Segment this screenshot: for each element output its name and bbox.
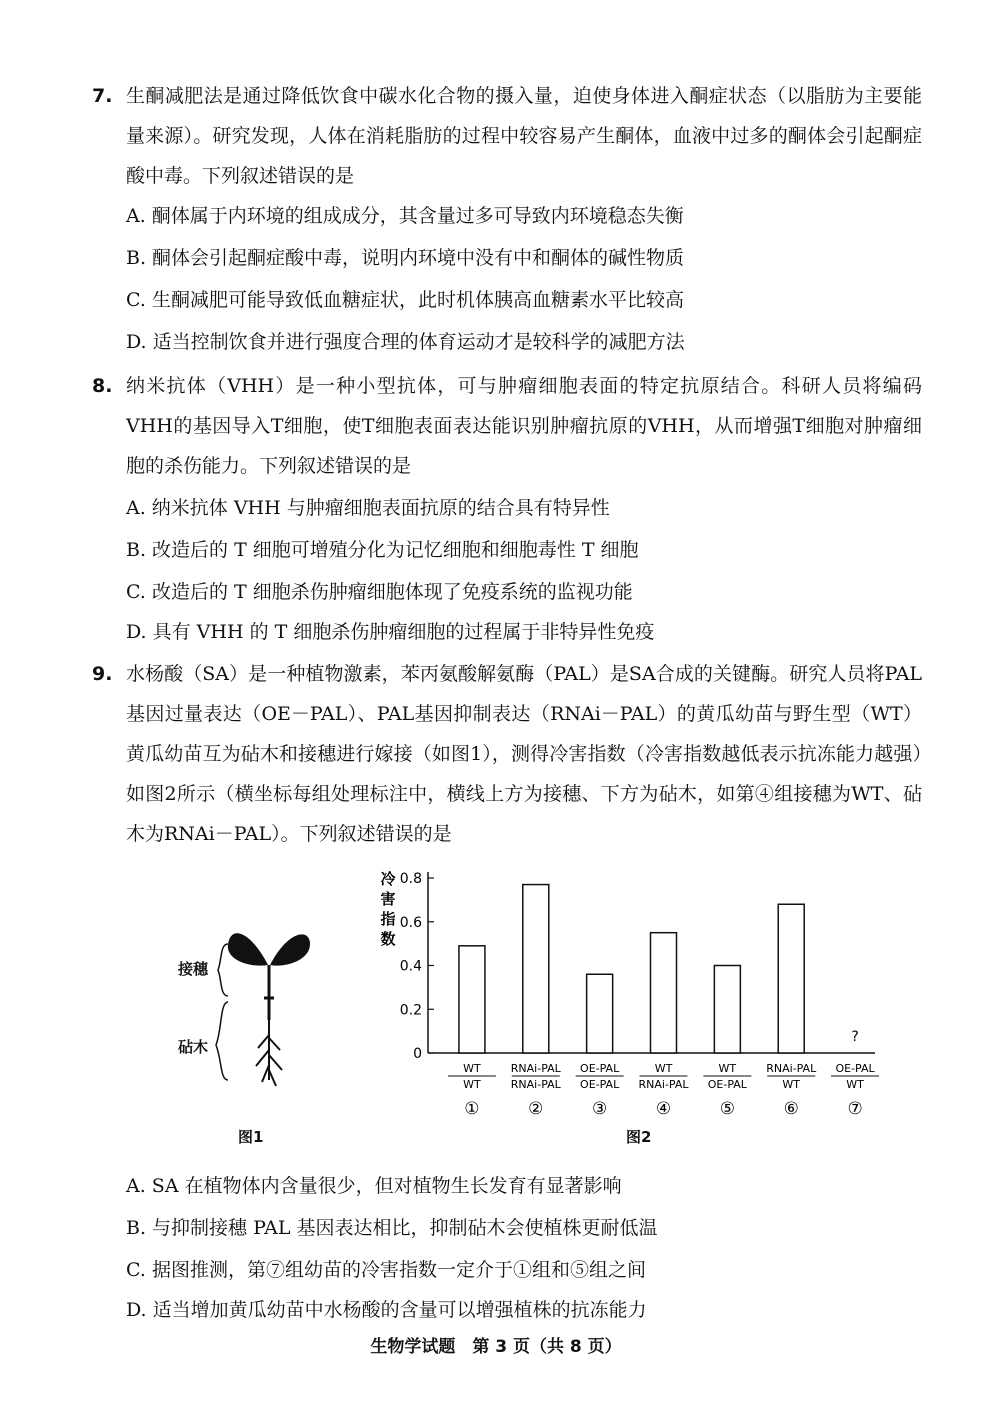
- rootstock-label: 砧木: [178, 1038, 209, 1056]
- y-axis-label-char: 冷: [380, 870, 396, 888]
- unknown-marker: ?: [851, 1029, 859, 1045]
- x-label-scion: OE-PAL: [835, 1062, 875, 1075]
- question-stem: 纳米抗体（VHH）是一种小型抗体，可与肿瘤细胞表面的特定抗原结合。科研人员将编码VHH的基因导入T细胞，使T细胞表面表达能识别肿瘤抗原的VHH，从而增强T细胞对肿瘤细胞的杀伤能力。下列叙述错误的是: [126, 375, 922, 477]
- figure-2-chart: [370, 860, 890, 1130]
- x-label-scion: OE-PAL: [580, 1062, 620, 1075]
- option-b: B. 改造后的 T 细胞可增殖分化为记忆细胞和细胞毒性 T 细胞: [126, 539, 639, 561]
- option-a: A. SA 在植物体内含量很少，但对植物生长发育有显著影响: [126, 1175, 622, 1197]
- y-axis-label-char: 害: [380, 890, 396, 908]
- question-number: 7.: [92, 85, 113, 107]
- question-8: [92, 366, 922, 486]
- question-7: [92, 76, 922, 196]
- y-tick-label: 0: [413, 1046, 422, 1062]
- option-a: A. 纳米抗体 VHH 与肿瘤细胞表面抗原的结合具有特异性: [126, 497, 610, 519]
- question-stem: 生酮减肥法是通过降低饮食中碳水化合物的摄入量，迫使身体进入酮症状态（以脂肪为主要能量来源）。研究发现，人体在消耗脂肪的过程中较容易产生酮体，血液中过多的酮体会引起酮症酸中毒。下列叙述错误的是: [126, 85, 922, 187]
- x-label-rootstock: RNAi-PAL: [638, 1078, 689, 1091]
- option-b: B. 酮体会引起酮症酸中毒，说明内环境中没有中和酮体的碱性物质: [126, 247, 685, 269]
- x-label-index: ⑤: [719, 1099, 735, 1119]
- option-c: C. 生酮减肥可能导致低血糖症状，此时机体胰高血糖素水平比较高: [126, 289, 684, 311]
- scion-label: 接穗: [178, 960, 209, 978]
- figure-2-caption: 图2: [626, 1128, 652, 1146]
- scion-brace: [218, 944, 228, 996]
- option-c: C. 改造后的 T 细胞杀伤肿瘤细胞体现了免疫系统的监视功能: [126, 581, 633, 603]
- page-footer: 生物学试题 第 3 页（共 8 页）: [370, 1337, 622, 1357]
- y-tick-label: 0.4: [399, 958, 422, 975]
- option-c: C. 据图推测，第⑦组幼苗的冷害指数一定介于①组和⑤组之间: [126, 1259, 646, 1281]
- right-cotyledon: [270, 934, 310, 965]
- x-label-rootstock: WT: [782, 1078, 801, 1091]
- roots: [256, 1020, 282, 1086]
- x-label-rootstock: WT: [463, 1078, 481, 1091]
- x-label-rootstock: RNAi-PAL: [510, 1078, 561, 1091]
- y-tick-label: 0.8: [399, 871, 422, 887]
- left-cotyledon: [228, 933, 268, 965]
- option-b: B. 与抑制接穗 PAL 基因表达相比，抑制砧木会使植株更耐低温: [126, 1217, 658, 1239]
- question-number: 8.: [92, 375, 113, 397]
- figure-1-seedling: [170, 920, 320, 1100]
- option-d: D. 适当控制饮食并进行强度合理的体育运动才是较科学的减肥方法: [126, 331, 685, 353]
- x-label-scion: RNAi-PAL: [766, 1062, 817, 1075]
- question-9: [92, 654, 922, 854]
- x-label-scion: WT: [654, 1062, 673, 1075]
- option-d: D. 具有 VHH 的 T 细胞杀伤肿瘤细胞的过程属于非特异性免疫: [126, 621, 655, 643]
- x-label-rootstock: OE-PAL: [580, 1078, 620, 1091]
- option-d: D. 适当增加黄瓜幼苗中水杨酸的含量可以增强植株的抗冻能力: [126, 1299, 647, 1321]
- option-a: A. 酮体属于内环境的组成成分，其含量过多可导致内环境稳态失衡: [126, 205, 684, 227]
- x-label-scion: RNAi-PAL: [510, 1062, 561, 1075]
- bar: [459, 946, 485, 1053]
- x-label-scion: WT: [718, 1062, 737, 1075]
- y-axis-label-char: 指: [380, 910, 396, 928]
- x-label-index: ③: [592, 1099, 608, 1119]
- x-label-index: ⑦: [847, 1099, 863, 1119]
- x-label-scion: WT: [463, 1062, 481, 1075]
- question-number: 9.: [92, 663, 113, 685]
- rootstock-brace: [216, 1002, 228, 1080]
- y-axis-label-char: 数: [380, 930, 396, 948]
- bar: [651, 933, 677, 1053]
- question-stem: 水杨酸（SA）是一种植物激素，苯丙氨酸解氨酶（PAL）是SA合成的关键酶。研究人员将PAL基因过量表达（OE－PAL）、PAL基因抑制表达（RNAi－PAL）的黄瓜幼苗与野生型（WT）黄瓜幼苗互为砧木和接穗进行嫁接（如图1），测得冷害指数（冷害指数越低表示抗冻能力越强）如图2所示（横坐标每组处理标注中，横线上方为接穗、下方为砧木，如第④组接穗为WT、砧木为RNAi－PAL）。下列叙述错误的是: [126, 663, 922, 845]
- x-label-rootstock: WT: [846, 1078, 864, 1091]
- figure-1-caption: 图1: [238, 1128, 264, 1146]
- x-label-index: ②: [528, 1099, 544, 1119]
- x-label-rootstock: OE-PAL: [707, 1078, 747, 1091]
- y-tick-label: 0.2: [399, 1002, 422, 1019]
- x-label-index: ⑥: [783, 1099, 799, 1119]
- x-label-index: ①: [464, 1099, 480, 1119]
- bar: [714, 966, 740, 1054]
- x-label-index: ④: [655, 1099, 672, 1119]
- bar: [778, 904, 804, 1053]
- bar: [523, 885, 549, 1053]
- y-axis-label: [379, 870, 396, 948]
- y-tick-label: 0.6: [399, 914, 422, 931]
- bar: [587, 974, 613, 1053]
